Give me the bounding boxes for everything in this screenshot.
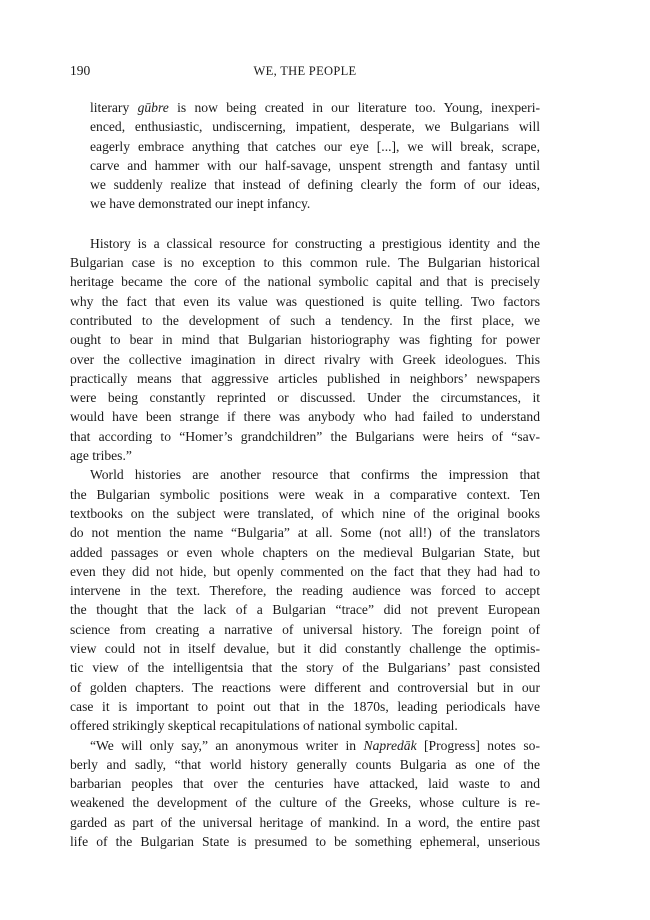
quote-line: we suddenly realize that instead of defining clearly the form of our ideas,: [90, 177, 540, 193]
page-header: [70, 60, 540, 82]
text-line: heritage became the core of the national symbolic capital and that is precisely: [70, 274, 540, 290]
text-line: tic view of the intelligentsia that the story of the Bulgarians’ past consisted: [70, 660, 540, 676]
quote-line: enced, enthusiastic, undiscerning, impatient, desperate, we Bulgarians will: [90, 119, 540, 135]
text-line: barbarian peoples that over the centuries have attacked, laid waste to and: [70, 776, 540, 792]
paragraph: [70, 736, 540, 852]
text-line: History is a classical resource for constructing a prestigious identity and the: [90, 235, 540, 251]
text-line: contributed to the development of such a tendency. In the first place, we: [70, 312, 540, 328]
italic-term: Napredāk: [363, 737, 417, 753]
italic-term: gūbre: [137, 100, 169, 115]
paragraph: [70, 465, 540, 735]
running-head: WE, THE PEOPLE: [253, 64, 357, 78]
quote-line: literary gūbre is now being created in our literature too. Young, inexperi-: [90, 100, 540, 115]
text-line: of golden chapters. The reactions were different and controversial but in our: [70, 679, 540, 695]
text-line: over the collective imagination in direct rivalry with Greek ideologues. This: [70, 351, 540, 367]
text-line: berly and sadly, “that world history generally counts Bulgaria as one of the: [70, 756, 540, 772]
text-line: science from creating a narrative of universal history. The foreign point of: [70, 621, 540, 637]
paragraph: [70, 234, 540, 466]
page-number: 190: [70, 63, 91, 78]
text-line: view could not in itself devalue, but it did constantly challenge the optimis-: [70, 641, 540, 657]
text-line: case it is important to point out that in the 1870s, leading periodicals have: [70, 698, 540, 714]
quote-line: carve and hammer with our half-savage, unspent strength and fantasy until: [90, 157, 540, 173]
text-line: World histories are another resource that confirms the impression that: [90, 467, 540, 483]
text-line: Bulgarian case is no exception to this common rule. The Bulgarian historical: [70, 255, 540, 271]
text-line: why the fact that even its value was questioned is quite telling. Two factors: [70, 293, 540, 309]
text-line: garded as part of the universal heritage of mankind. In a word, the entire past: [70, 814, 540, 830]
text-line: the thought that the lack of a Bulgarian “trace” did not prevent European: [70, 602, 540, 618]
text-line: that according to “Homer’s grandchildren” the Bulgarians were heirs of “sav-: [70, 428, 540, 444]
text-line: age tribes.”: [70, 448, 132, 464]
text-line: added passages or even whole chapters on the medieval Bulgarian State, but: [70, 544, 540, 560]
text-line: would have been strange if there was anybody who had failed to understand: [70, 409, 540, 425]
text-line: offered strikingly skeptical recapitulations of national symbolic capital.: [70, 718, 458, 734]
text-line: “We will only say,” an anonymous writer in Napredāk [Progress] notes so-: [90, 737, 540, 753]
text-line: life of the Bulgarian State is presumed to be something ephemeral, unserious: [70, 833, 540, 849]
block-quotation: [70, 98, 540, 214]
text-line: weakened the development of the culture of the Greeks, whose culture is re-: [70, 795, 540, 811]
text-line: intervene in the text. Therefore, the reading audience was forced to accept: [70, 583, 540, 599]
text-line: do not mention the name “Bulgaria” at all. Some (not all!) of the translators: [70, 525, 540, 541]
quote-line: we have demonstrated our inept infancy.: [90, 196, 311, 212]
text-line: ought to bear in mind that Bulgarian historiography was fighting for power: [70, 332, 540, 348]
text-line: textbooks on the subject were translated, of which nine of the original books: [70, 505, 540, 521]
text-line: the Bulgarian symbolic positions were weak in a comparative context. Ten: [70, 486, 540, 502]
body-text: [70, 234, 540, 852]
text-line: even they did not hide, but openly commented on the fact that they had had to: [70, 563, 540, 579]
book-page: [70, 60, 540, 851]
text-line: practically means that aggressive articles published in neighbors’ newspapers: [70, 370, 540, 386]
text-line: were being constantly reprinted or discussed. Under the circumstances, it: [70, 390, 540, 406]
quote-line: eagerly embrace anything that catches our eye [...], we will break, scrape,: [90, 138, 540, 154]
